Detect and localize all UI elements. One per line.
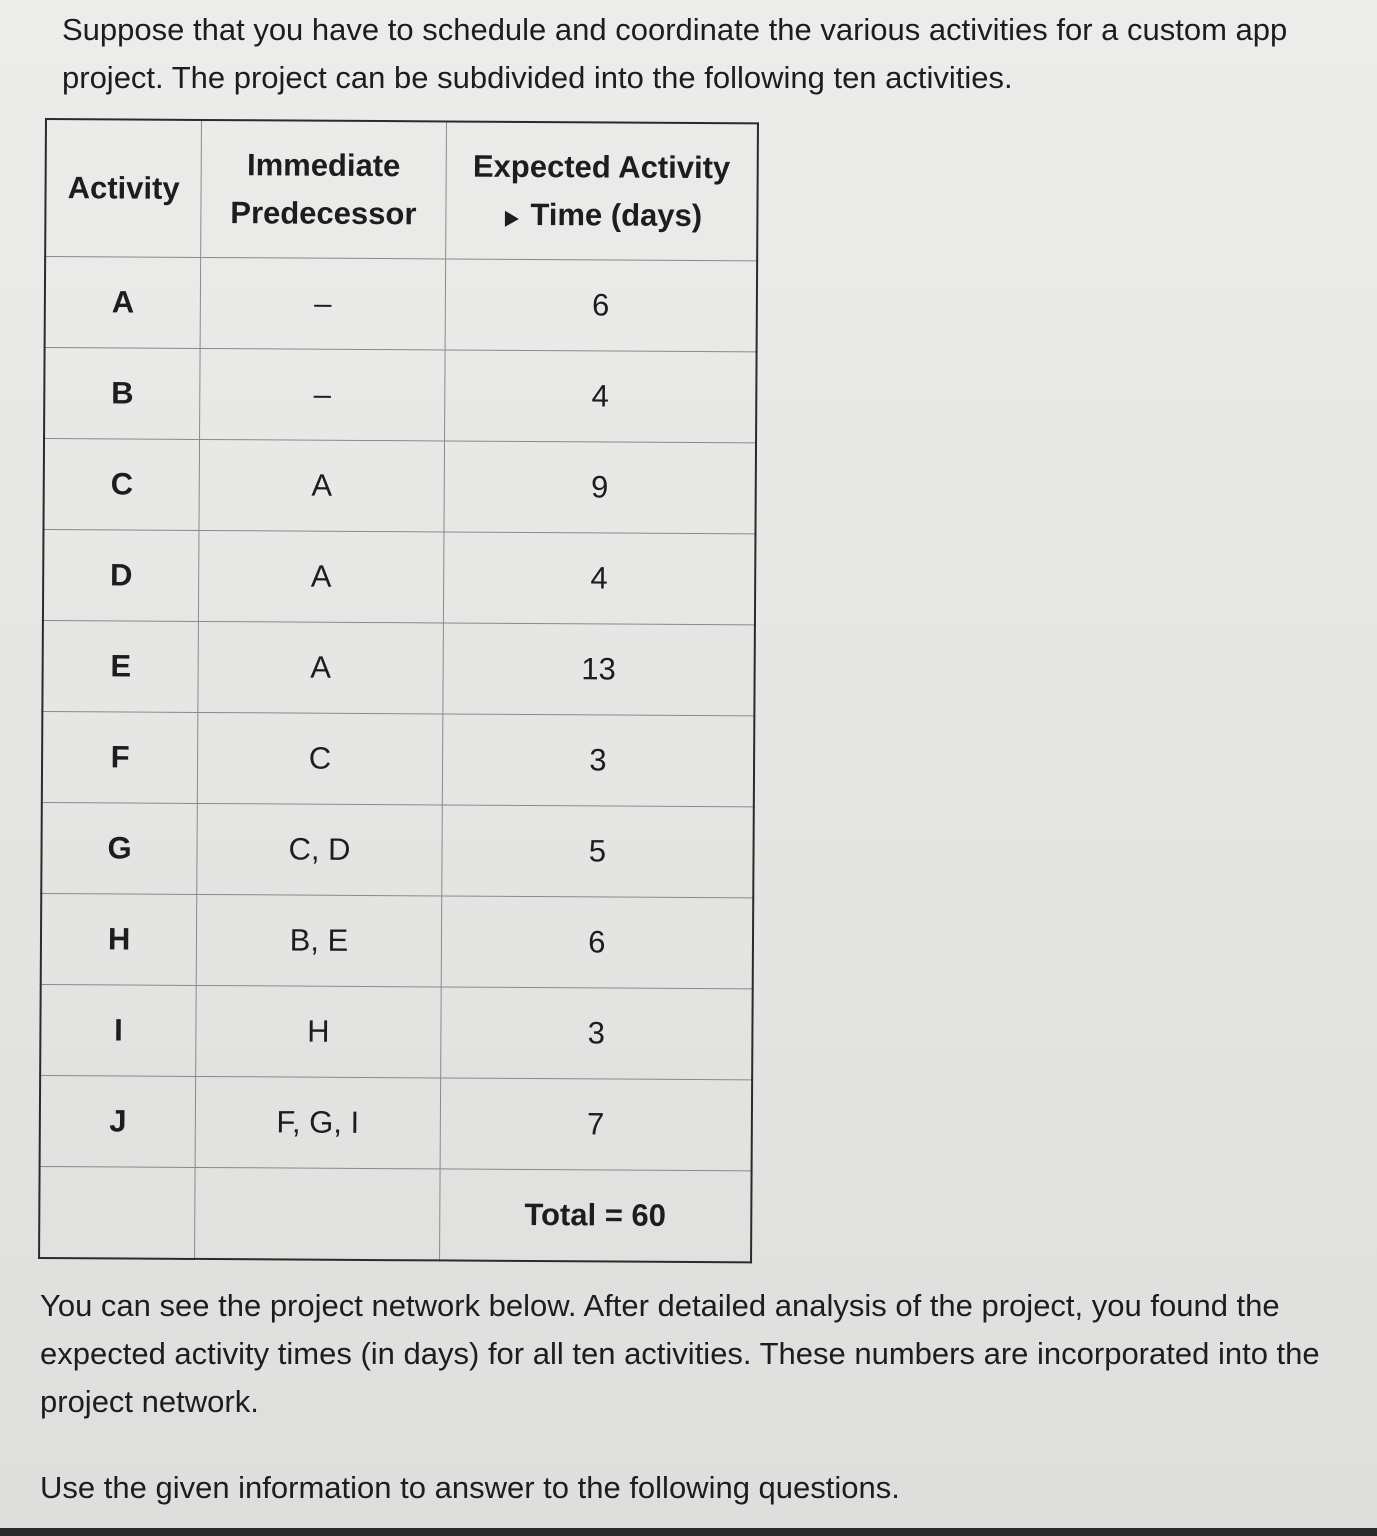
header-time-line2-wrap: [446, 190, 757, 240]
time-cell: 7: [440, 1078, 752, 1171]
table-row: [45, 257, 758, 352]
activity-cell: E: [42, 620, 198, 712]
empty-cell: [39, 1166, 195, 1258]
predecessor-cell: H: [196, 985, 441, 1077]
header-predecessor-line2: Predecessor: [230, 195, 417, 232]
predecessor-cell: A: [199, 530, 444, 622]
table-row: [40, 984, 753, 1079]
table-row: [43, 439, 756, 534]
predecessor-cell: F, G, I: [195, 1076, 440, 1168]
header-time-line2: Time (days): [530, 196, 703, 234]
total-row: [39, 1166, 752, 1262]
header-immediate-predecessor: [201, 120, 446, 259]
time-cell: 4: [444, 350, 756, 443]
time-cell: 6: [441, 896, 753, 989]
header-predecessor-line1: Immediate: [246, 147, 401, 184]
table-row: [42, 620, 755, 715]
predecessor-cell: –: [200, 257, 445, 349]
time-cell: 13: [443, 623, 755, 716]
predecessor-cell: A: [198, 621, 443, 713]
activity-table: [38, 118, 759, 1263]
time-cell: 4: [443, 532, 755, 625]
time-cell: 6: [445, 259, 757, 352]
screen-bezel: [0, 1528, 1377, 1536]
predecessor-cell: B, E: [196, 894, 441, 986]
header-time-line1: Expected Activity: [472, 148, 731, 186]
network-paragraph: You can see the project network below. After detailed analysis of the project, you found the expected activity times (in days) for all ten activities. These numbers are incorporated into the project network.: [40, 1288, 1320, 1419]
activity-cell: H: [41, 893, 197, 985]
predecessor-cell: C, D: [197, 803, 442, 895]
activity-cell: I: [40, 984, 196, 1076]
activity-cell: G: [41, 802, 197, 894]
questions-paragraph: Use the given information to answer to the following questions.: [40, 1470, 900, 1505]
header-expected-time: [445, 121, 758, 260]
activity-cell: A: [45, 257, 201, 349]
table-row: [40, 1075, 753, 1170]
time-cell: 3: [442, 714, 754, 807]
table-row: [42, 711, 755, 806]
header-activity: Activity: [45, 119, 202, 257]
time-cell: 9: [444, 441, 756, 534]
activity-cell: C: [43, 439, 199, 531]
table-row: [41, 893, 754, 988]
table-row: [41, 802, 754, 897]
time-cell: 3: [440, 987, 752, 1080]
mouse-cursor-icon: [498, 207, 519, 227]
intro-paragraph: Suppose that you have to schedule and coordinate the various activities for a custom app project. The project can be subdivided into the following ten activities.: [62, 12, 1288, 95]
table-row: [44, 348, 757, 443]
table-header-row: [45, 119, 758, 261]
predecessor-cell: A: [199, 439, 444, 531]
empty-cell: [195, 1167, 440, 1260]
predecessor-cell: C: [198, 712, 443, 804]
activity-cell: F: [42, 711, 198, 803]
activity-cell: J: [40, 1075, 196, 1167]
table-row: [43, 529, 756, 624]
activity-cell: D: [43, 529, 199, 621]
time-cell: 5: [442, 805, 754, 898]
predecessor-cell: –: [200, 348, 445, 440]
activity-cell: B: [44, 348, 200, 440]
total-cell: Total = 60: [439, 1169, 751, 1262]
